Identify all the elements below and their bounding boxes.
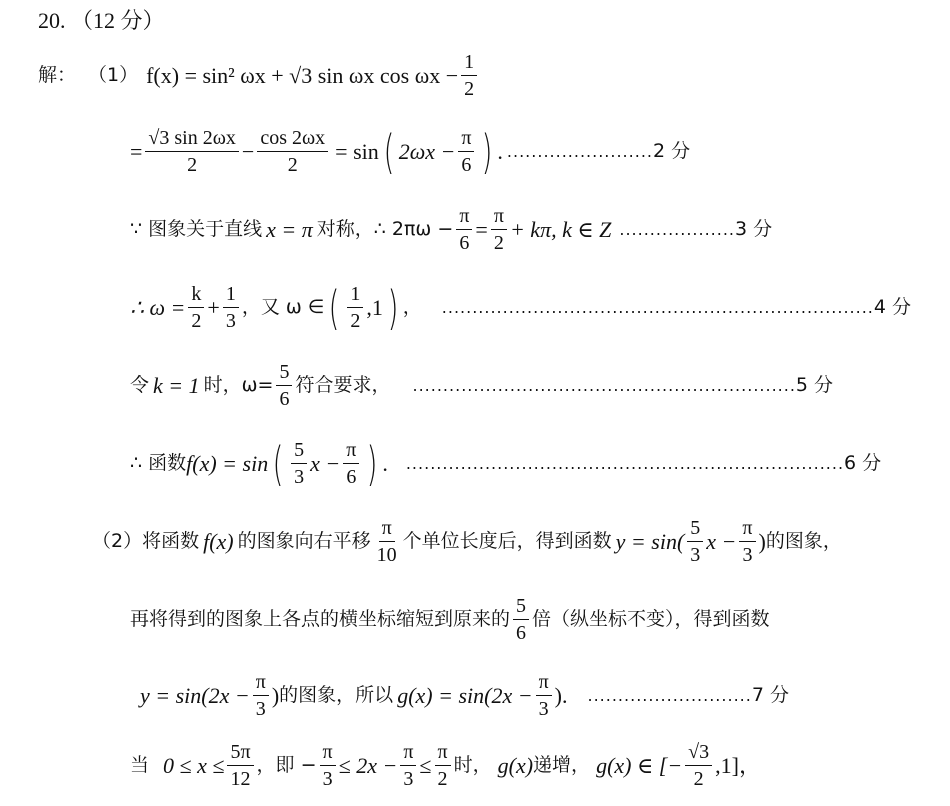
fraction-5-3: $\frac{5}{3}$ bbox=[291, 440, 307, 487]
fraction-sqrt3-sin: $\frac{√3 \sin 2\omega x}{2}$ bbox=[145, 128, 238, 175]
fraction-pi-6: $\frac{\pi}{6}$ bbox=[343, 440, 359, 487]
part2-line1-eq: y = sin( bbox=[615, 528, 685, 554]
fraction-pi-3: $\frac{\pi}{3}$ bbox=[400, 742, 416, 789]
dot-leader: ........................ bbox=[506, 143, 653, 160]
fraction-pi-6: $\frac{\pi}{6}$ bbox=[458, 128, 474, 175]
score-2: 2 分 bbox=[652, 140, 691, 162]
line5-tail: 符合要求， bbox=[295, 374, 391, 396]
fraction-5-6: $\frac{5}{6}$ bbox=[513, 596, 529, 643]
line3-tail: + kπ, k ∈ Z bbox=[509, 216, 612, 242]
part2-line4-eq4: g(x) ∈ [− bbox=[596, 752, 683, 778]
fraction-pi-6: $\frac{\pi}{6}$ bbox=[456, 206, 472, 253]
line3-text-mid: 对称，∴ 2πω − bbox=[316, 218, 454, 240]
part2-fx: f(x) bbox=[203, 528, 234, 554]
part1-label: （1） bbox=[88, 64, 139, 86]
part2-line2-text1: 再将得到的图象上各点的横坐标缩短到原来的 bbox=[130, 608, 511, 630]
part2-line3-eq1: y = sin(2x − bbox=[140, 682, 250, 708]
part2-line4-eq2: ≤ 2x − bbox=[338, 752, 398, 778]
problem-number: 20. （12 分） bbox=[38, 8, 165, 33]
score-7: 7 分 bbox=[751, 684, 789, 706]
part2-line3: y = sin(2x − $\frac{\pi}{3}$ ) 的图象，所以 g(x) = sin(2x − $\frac{\pi}{3}$ ). ........................... 7 分 bbox=[140, 671, 789, 720]
part2-line1-text1: 的图象向右平移 bbox=[237, 530, 371, 552]
score-4: 4 分 bbox=[873, 296, 912, 318]
line4-mid: ，又 ω ∈ bbox=[241, 296, 325, 318]
part2-line4-text1: ，即 − bbox=[256, 754, 317, 776]
fraction-1-3: $\frac{1}{3}$ bbox=[223, 284, 239, 331]
fraction-5-6: $\frac{5}{6}$ bbox=[276, 362, 292, 409]
part2-line4-eq1: 0 ≤ x ≤ bbox=[163, 752, 225, 778]
formula-f-definition: f(x) = sin² ωx + √3 sin ωx cos ωx − bbox=[146, 62, 459, 88]
dot-leader: ............................................................... bbox=[412, 377, 796, 394]
fraction-pi-3: $\frac{\pi}{3}$ bbox=[320, 742, 336, 789]
part2-line2 bbox=[130, 596, 770, 643]
dot-leader: ................... bbox=[619, 221, 736, 238]
part2-line4-start: 当 bbox=[130, 754, 150, 776]
fraction-pi-10: $\frac{\pi}{10}$ bbox=[376, 517, 397, 566]
part1-line5 bbox=[130, 362, 833, 409]
score-3: 3 分 bbox=[735, 218, 773, 240]
part1-line3: ∵ 图象关于直线 x = π 对称，∴ 2πω − $\frac{\pi}{6}$ = $\frac{\pi}{2}$ + kπ, k ∈ Z ................... 3 分 bbox=[130, 205, 773, 254]
line6-start: ∴ 函数 bbox=[130, 452, 187, 474]
fraction-5-3: $\frac{5}{3}$ bbox=[687, 518, 703, 565]
fraction-pi-2: $\frac{\pi}{2}$ bbox=[491, 206, 507, 253]
line5-mid: 时，ω= bbox=[203, 374, 274, 396]
part2-line4-tail: ,1]， bbox=[715, 752, 761, 778]
line5-start: 令 bbox=[130, 374, 150, 396]
part2-label: （2）将函数 bbox=[92, 530, 200, 552]
dot-leader: ........................... bbox=[587, 687, 752, 704]
part1-line4: ∴ ω = $\frac{k}{2}$ + $\frac{1}{3}$ ，又 ω ∈ ( $\frac{1}{2}$ ,1 ) ， ....................................................................... 4 分 bbox=[130, 280, 912, 335]
fraction-pi-3: $\frac{\pi}{3}$ bbox=[253, 672, 269, 719]
fraction-1-2: $\frac{1}{2}$ bbox=[347, 284, 363, 331]
fraction-cos: $\frac{\cos 2\omega x}{2}$ bbox=[257, 128, 328, 175]
part2-line1: （2）将函数 f(x) 的图象向右平移 $\frac{\pi}{10}$ 个单位长度后，得到函数 y = sin( $\frac{5}{3}$ x − $\frac{\pi}{3}$ ) 的图象， bbox=[92, 517, 842, 566]
part1-line1 bbox=[38, 52, 480, 99]
line4-start: ∴ ω = bbox=[130, 294, 186, 320]
fraction-5pi-12: $\frac{5\pi}{12}$ bbox=[227, 742, 253, 789]
fraction-k-2: $\frac{k}{2}$ bbox=[188, 284, 204, 331]
line5-eq: k = 1 bbox=[153, 372, 200, 398]
part2-line2-text2: 倍（纵坐标不变），得到函数 bbox=[532, 608, 770, 630]
fraction-sqrt3-2: $\frac{√3}{2}$ bbox=[685, 742, 712, 789]
part1-line2: = $\frac{√3 \sin 2\omega x}{2}$ − $\frac{\cos 2\omega x}{2}$ = sin ( 2ωx − $\frac{\pi}{6}$ ) . ........................ 2 分 bbox=[130, 124, 691, 179]
fraction-one-half: $\frac{1}{2}$ bbox=[461, 52, 477, 99]
part1-line6: ∴ 函数 f(x) = sin ( $\frac{5}{3}$ x − $\frac{\pi}{6}$ ) . ........................................................................ 6 分 bbox=[130, 436, 882, 491]
part2-line1-text2: 个单位长度后，得到函数 bbox=[402, 530, 612, 552]
part2-line4: 当 0 ≤ x ≤ $\frac{5\pi}{12}$ ，即 − $\frac{\pi}{3}$ ≤ 2x − $\frac{\pi}{3}$ ≤ $\frac{\pi}{2}$ 时， g(x) 递增， g(x) ∈ [− $\frac{√3}{2}$ ,1]， bbox=[130, 741, 761, 790]
fraction-pi-3: $\frac{\pi}{3}$ bbox=[739, 518, 755, 565]
dot-leader: ....................................................................... bbox=[441, 299, 874, 316]
part2-line3-text1: 的图象，所以 bbox=[279, 684, 394, 706]
fraction-pi-3: $\frac{\pi}{3}$ bbox=[536, 672, 552, 719]
score-5: 5 分 bbox=[795, 374, 834, 396]
score-6: 6 分 bbox=[844, 452, 882, 474]
line3-eq: x = π bbox=[266, 216, 313, 242]
part2-line4-text2: 时， bbox=[453, 754, 492, 776]
part2-line1-tail: 的图象， bbox=[765, 530, 842, 552]
dot-leader: ........................................................................ bbox=[405, 455, 845, 472]
line4-tail: ,1 bbox=[366, 294, 383, 320]
part2-line3-eq2: g(x) = sin(2x − bbox=[397, 682, 533, 708]
part2-line4-eq3: g(x) bbox=[497, 752, 534, 778]
line6-eq: f(x) = sin bbox=[186, 450, 269, 476]
fraction-pi-2: $\frac{\pi}{2}$ bbox=[435, 742, 451, 789]
problem-header bbox=[38, 10, 165, 32]
part2-line4-text3: 递增， bbox=[533, 754, 591, 776]
line3-text-before: ∵ 图象关于直线 bbox=[130, 218, 263, 240]
solution-label: 解： bbox=[38, 64, 77, 86]
